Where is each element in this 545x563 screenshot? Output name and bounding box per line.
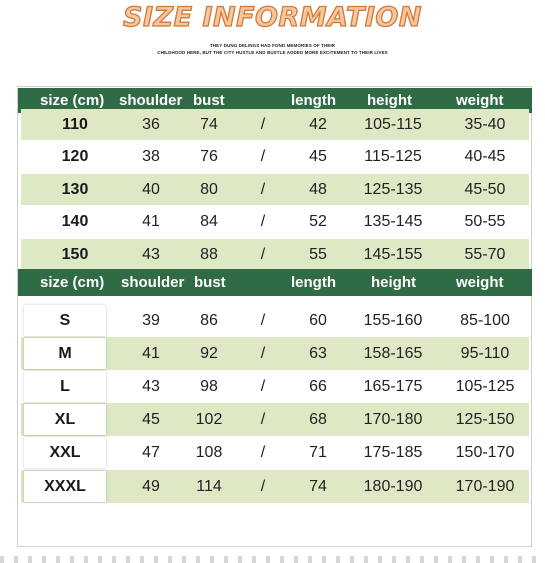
page-title: SIZE INFORMATION bbox=[123, 2, 422, 33]
cell-bust: 76 bbox=[200, 147, 218, 165]
cell-height: 135-145 bbox=[363, 212, 423, 230]
size-label: M bbox=[24, 338, 106, 369]
cell-shoulder: 38 bbox=[142, 147, 160, 165]
cell-shoulder: 41 bbox=[142, 344, 160, 362]
cell-slash: / bbox=[260, 344, 266, 362]
cell-bust: 98 bbox=[200, 377, 218, 395]
size-label: 120 bbox=[61, 147, 89, 165]
size-label: 110 bbox=[62, 115, 88, 133]
header-size: size (cm) bbox=[40, 92, 105, 109]
size-label: 140 bbox=[61, 212, 89, 230]
header-weight: weight bbox=[456, 92, 504, 109]
cell-weight: 40-45 bbox=[464, 147, 506, 165]
size-label: 150 bbox=[61, 245, 89, 263]
cell-slash: / bbox=[260, 180, 266, 198]
table-row bbox=[21, 239, 529, 270]
cell-height: 180-190 bbox=[363, 477, 423, 495]
cell-height: 115-125 bbox=[364, 147, 422, 165]
header-height: height bbox=[367, 92, 412, 109]
cell-length: 55 bbox=[309, 245, 327, 263]
cell-shoulder: 36 bbox=[142, 115, 160, 133]
header-bust: bust bbox=[193, 92, 225, 109]
cell-weight: 45-50 bbox=[464, 180, 506, 198]
cell-weight: 170-190 bbox=[455, 477, 515, 495]
header-height: height bbox=[371, 274, 416, 291]
cell-shoulder: 49 bbox=[142, 477, 160, 495]
cell-bust: 84 bbox=[200, 212, 218, 230]
cell-shoulder: 43 bbox=[142, 377, 160, 395]
header-bust: bust bbox=[194, 274, 226, 291]
cell-length: 66 bbox=[309, 377, 327, 395]
cell-weight: 50-55 bbox=[464, 212, 506, 230]
cell-slash: / bbox=[260, 377, 266, 395]
cell-height: 105-115 bbox=[364, 115, 422, 133]
cell-shoulder: 40 bbox=[142, 180, 160, 198]
table-row bbox=[21, 174, 529, 205]
cell-bust: 92 bbox=[200, 344, 218, 362]
cell-weight: 95-110 bbox=[460, 344, 510, 362]
header-shoulder: shoulder bbox=[121, 274, 185, 291]
cell-slash: / bbox=[260, 115, 266, 133]
cell-height: 175-185 bbox=[363, 443, 423, 461]
cell-weight: 55-70 bbox=[464, 245, 506, 263]
subtitle-line-1: THEY DUNG DELINGS HAD FOND MEMORIES OF THEIR bbox=[209, 43, 336, 48]
cell-bust: 102 bbox=[195, 410, 223, 428]
cell-slash: / bbox=[260, 311, 266, 329]
cell-bust: 88 bbox=[200, 245, 218, 263]
table-row bbox=[21, 141, 529, 172]
subtitle-line-2: CHILDHOOD HERE, BUT THE CITY HUSTLE AND BUSTLE ADDED MORE EXCITEMENT TO THEIR LIVES bbox=[157, 50, 388, 55]
size-label: XXXL bbox=[24, 471, 106, 502]
cell-slash: / bbox=[260, 410, 266, 428]
cell-shoulder: 45 bbox=[142, 410, 160, 428]
size-label: XL bbox=[24, 404, 106, 435]
cell-length: 63 bbox=[309, 344, 327, 362]
size-label: S bbox=[24, 305, 106, 336]
cell-height: 158-165 bbox=[363, 344, 423, 362]
header-length: length bbox=[291, 274, 336, 291]
cell-shoulder: 41 bbox=[142, 212, 160, 230]
bottom-divider bbox=[0, 556, 545, 563]
cell-shoulder: 39 bbox=[142, 311, 160, 329]
cell-length: 68 bbox=[309, 410, 327, 428]
header-size: size (cm) bbox=[40, 274, 105, 291]
cell-slash: / bbox=[260, 443, 266, 461]
cell-length: 71 bbox=[309, 443, 327, 461]
cell-bust: 74 bbox=[200, 115, 218, 133]
cell-shoulder: 47 bbox=[142, 443, 160, 461]
cell-length: 45 bbox=[309, 147, 327, 165]
cell-weight: 85-100 bbox=[460, 311, 510, 329]
cell-slash: / bbox=[260, 147, 266, 165]
adult-table-header bbox=[18, 269, 532, 296]
cell-weight: 125-150 bbox=[455, 410, 515, 428]
cell-bust: 114 bbox=[196, 477, 222, 495]
cell-weight: 35-40 bbox=[464, 115, 506, 133]
cell-bust: 80 bbox=[200, 180, 218, 198]
cell-height: 165-175 bbox=[363, 377, 423, 395]
header-weight: weight bbox=[456, 274, 504, 291]
header-length: length bbox=[291, 92, 336, 109]
cell-length: 60 bbox=[309, 311, 327, 329]
cell-slash: / bbox=[260, 245, 266, 263]
cell-weight: 150-170 bbox=[455, 443, 515, 461]
cell-bust: 86 bbox=[200, 311, 218, 329]
size-label: XXL bbox=[24, 437, 106, 468]
cell-height: 125-135 bbox=[363, 180, 423, 198]
cell-length: 48 bbox=[309, 180, 327, 198]
cell-height: 170-180 bbox=[363, 410, 423, 428]
cell-length: 42 bbox=[309, 115, 327, 133]
size-label: 130 bbox=[61, 180, 89, 198]
cell-slash: / bbox=[260, 477, 266, 495]
cell-length: 52 bbox=[309, 212, 327, 230]
table-row bbox=[21, 206, 529, 237]
size-label: L bbox=[24, 371, 106, 402]
table-row bbox=[21, 109, 529, 140]
cell-height: 145-155 bbox=[363, 245, 423, 263]
cell-bust: 108 bbox=[195, 443, 223, 461]
cell-weight: 105-125 bbox=[455, 377, 515, 395]
cell-length: 74 bbox=[309, 477, 327, 495]
cell-slash: / bbox=[260, 212, 266, 230]
cell-height: 155-160 bbox=[363, 311, 423, 329]
header-shoulder: shoulder bbox=[119, 92, 183, 109]
cell-shoulder: 43 bbox=[142, 245, 160, 263]
